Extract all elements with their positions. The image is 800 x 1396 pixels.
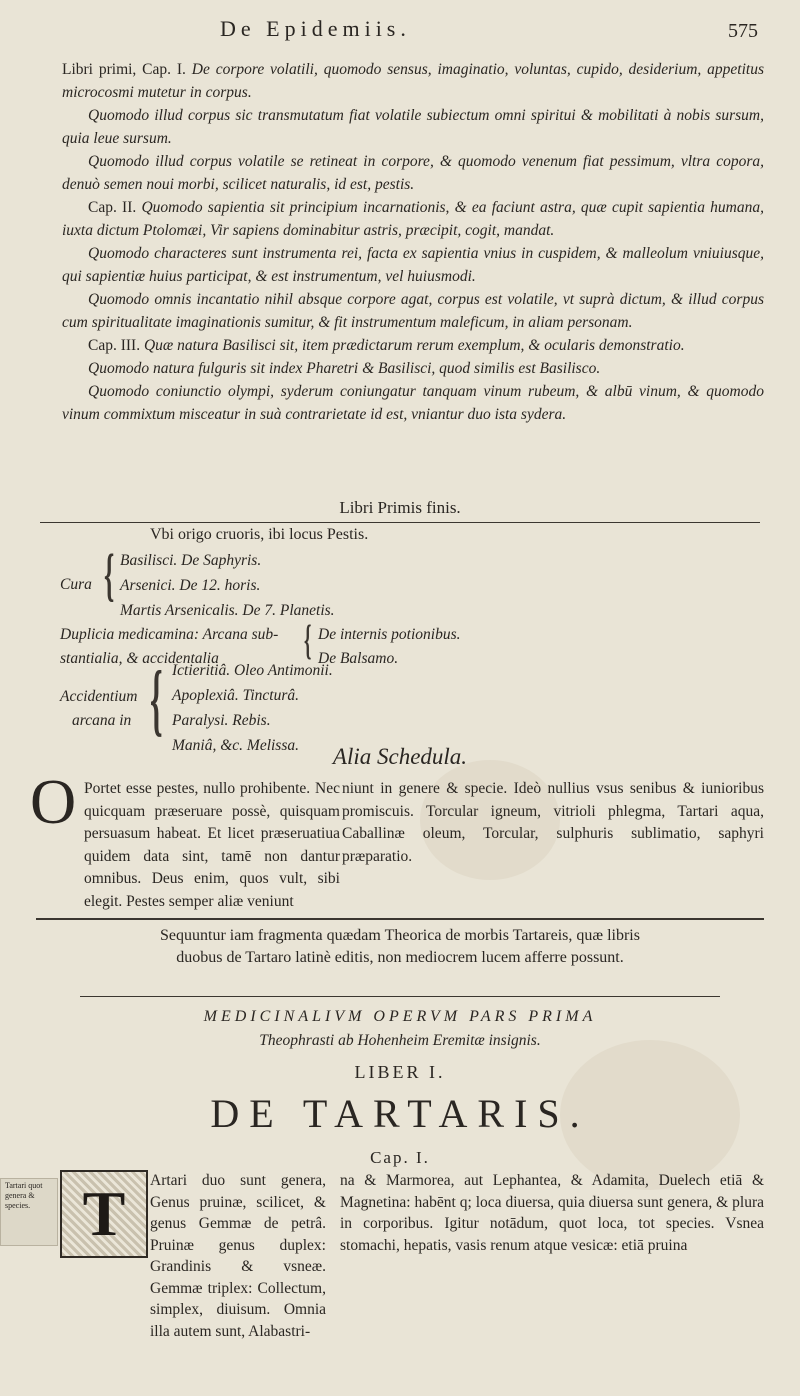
toc-entry: Cap. III. Quæ natura Basilisci sit, item prædictarum rerum exemplum, & ocularis demonstratio.	[88, 337, 685, 354]
accidentium-item: Ictieritiâ. Oleo Antimonii.	[172, 662, 333, 679]
page-number: 575	[728, 20, 758, 42]
toc-entry: Quomodo coniunctio olympi, syderum coniungatur tanquam vinum rubeum, & albū vinum, & quomodo vinum commixtum misceatur in suà contrarietate id est, vniantur duo ista sydera.	[62, 383, 764, 423]
toc-entry: Quomodo illud corpus sic transmutatum fiat volatile subiectum omni spiritui & mobilitati à nobis sursum, quia leue sursum.	[62, 107, 764, 147]
duplicia-option: De internis potionibus.	[318, 626, 461, 643]
duplicia-line: Duplicia medicamina: Arcana sub-	[60, 626, 279, 643]
main-title: DE TARTARIS.	[210, 1091, 590, 1136]
brace-icon: {	[104, 542, 115, 607]
body-right-column: na & Marmorea, aut Lephantea, & Adamita, Duelech etiā & Magnetina: habēnt q; loca diuersa, quia diuersa sunt genera, & plura in corporibus. Igitur notādum, quot loca, tot species. Vsnea stomachi, hepatis, vasis renum atque vesicæ: etiā pruina	[340, 1172, 764, 1254]
chapter-heading: Cap. I.	[370, 1148, 430, 1167]
toc-entry: Quomodo illud corpus volatile se retineat in corpore, & quomodo venenum fiat pessimum, vltra copora, denuò semen noui morbi, scilicet naturalis, id est, pestis.	[62, 153, 764, 193]
ornamental-initial: T	[60, 1170, 148, 1258]
divider	[40, 522, 760, 523]
toc-entry: Quomodo characteres sunt instrumenta rei, facta ex sapientia vnius in cuspidem, & malleolum vniuiusque, qui sapientiæ huius participat, & est instrumentum, vel huiusmodi.	[62, 245, 764, 285]
schedula-left-column: Portet esse pestes, nullo prohibente. Nec quicquam præseruare possè, quisquam persuasum habeat. Et licet præseruatiua quidem data sint, tamē non dantur omnibus. Deus enim, quos vult, sibi elegit. Pestes semper aliæ veniunt	[84, 780, 340, 910]
libri-finis: Libri Primis finis.	[339, 498, 461, 517]
divider	[80, 996, 720, 997]
accidentium-item: Apoplexiâ. Tincturâ.	[172, 687, 300, 704]
cura-item: Martis Arsenicalis. De 7. Planetis.	[120, 602, 335, 619]
schedula-right-column: niunt in genere & specie. Ideò nullius vsus senibus & iunioribus promiscuis. Torcular igneum, vitrioli phlegma, Tartari aqua, Caballinæ oleum, Torcular, sulphuris sublimatio, saphyri præparatio.	[342, 780, 764, 865]
brace-icon: {	[150, 656, 163, 744]
running-title: De Epidemiis.	[220, 16, 411, 41]
drop-initial-o: O	[30, 766, 77, 837]
duplicia-option: De Balsamo.	[318, 650, 399, 667]
toc-entry: Libri primi, Cap. I. De corpore volatili, quomodo sensus, imaginatio, voluntas, cupido, desiderium, appetitus microcosmi mutetur in corpus.	[62, 61, 764, 101]
part-subtitle: Theophrasti ab Hohenheim Eremitæ insignis.	[259, 1032, 541, 1049]
divider	[36, 918, 764, 920]
brace-icon: {	[304, 618, 312, 664]
cura-list	[120, 548, 335, 623]
sequuntur-note: Sequuntur iam fragmenta quædam Theorica de morbis Tartareis, quæ libris duobus de Tartaro latinè editis, non mediocrem lucem afferre possunt.	[160, 927, 640, 966]
toc-entry: Quomodo natura fulguris sit index Pharetri & Basilisci, quod similis est Basilisco.	[88, 360, 601, 377]
body-left-column: Artari duo sunt genera, Genus pruinæ, scilicet, & genus Gemmæ de petrâ. Pruinæ genus duplex: Grandinis & vsneæ. Gemmæ triplex: Collectum, simplex, diuisum. Omnia illa autem sunt, Alabastri-	[150, 1172, 326, 1340]
duplicia-line: stantialia, & accidentalia	[60, 650, 219, 667]
cura-label: Cura	[60, 576, 92, 593]
toc-entry: Cap. II. Quomodo sapientia sit principium incarnationis, & ea faciunt astra, quæ cupit sapientia humana, iuxta dictum Ptolomæi, Vir sapiens dominabitur astris, præcipit, cogit, mandat.	[62, 199, 764, 239]
accidentium-item: Maniâ, &c. Melissa.	[172, 737, 299, 754]
cura-item: Basilisci. De Saphyris.	[120, 552, 262, 569]
cura-motto: Vbi origo cruoris, ibi locus Pestis.	[150, 526, 369, 543]
accidentium-list	[172, 658, 333, 758]
toc-entry: Quomodo omnis incantatio nihil absque corpore agat, corpus est volatile, vt suprà dictum, & illud corpus cum spiritualitate imaginationis sumitur, & fit instrumentum maleficum, in aliam personam.	[62, 291, 764, 331]
part-title: MEDICINALIVM OPERVM PARS PRIMA	[203, 1008, 597, 1025]
accidentium-item: Paralysi. Rebis.	[172, 712, 271, 729]
liber-heading: LIBER I.	[354, 1062, 446, 1082]
schedula-title: Alia Schedula.	[332, 744, 468, 769]
accidentium-label: Accidentium	[60, 688, 138, 705]
margin-note: Tartari quot genera & species.	[0, 1178, 58, 1246]
cura-item: Arsenici. De 12. horis.	[120, 577, 261, 594]
accidentium-label: arcana in	[72, 712, 132, 729]
chapter-summary	[62, 58, 764, 426]
